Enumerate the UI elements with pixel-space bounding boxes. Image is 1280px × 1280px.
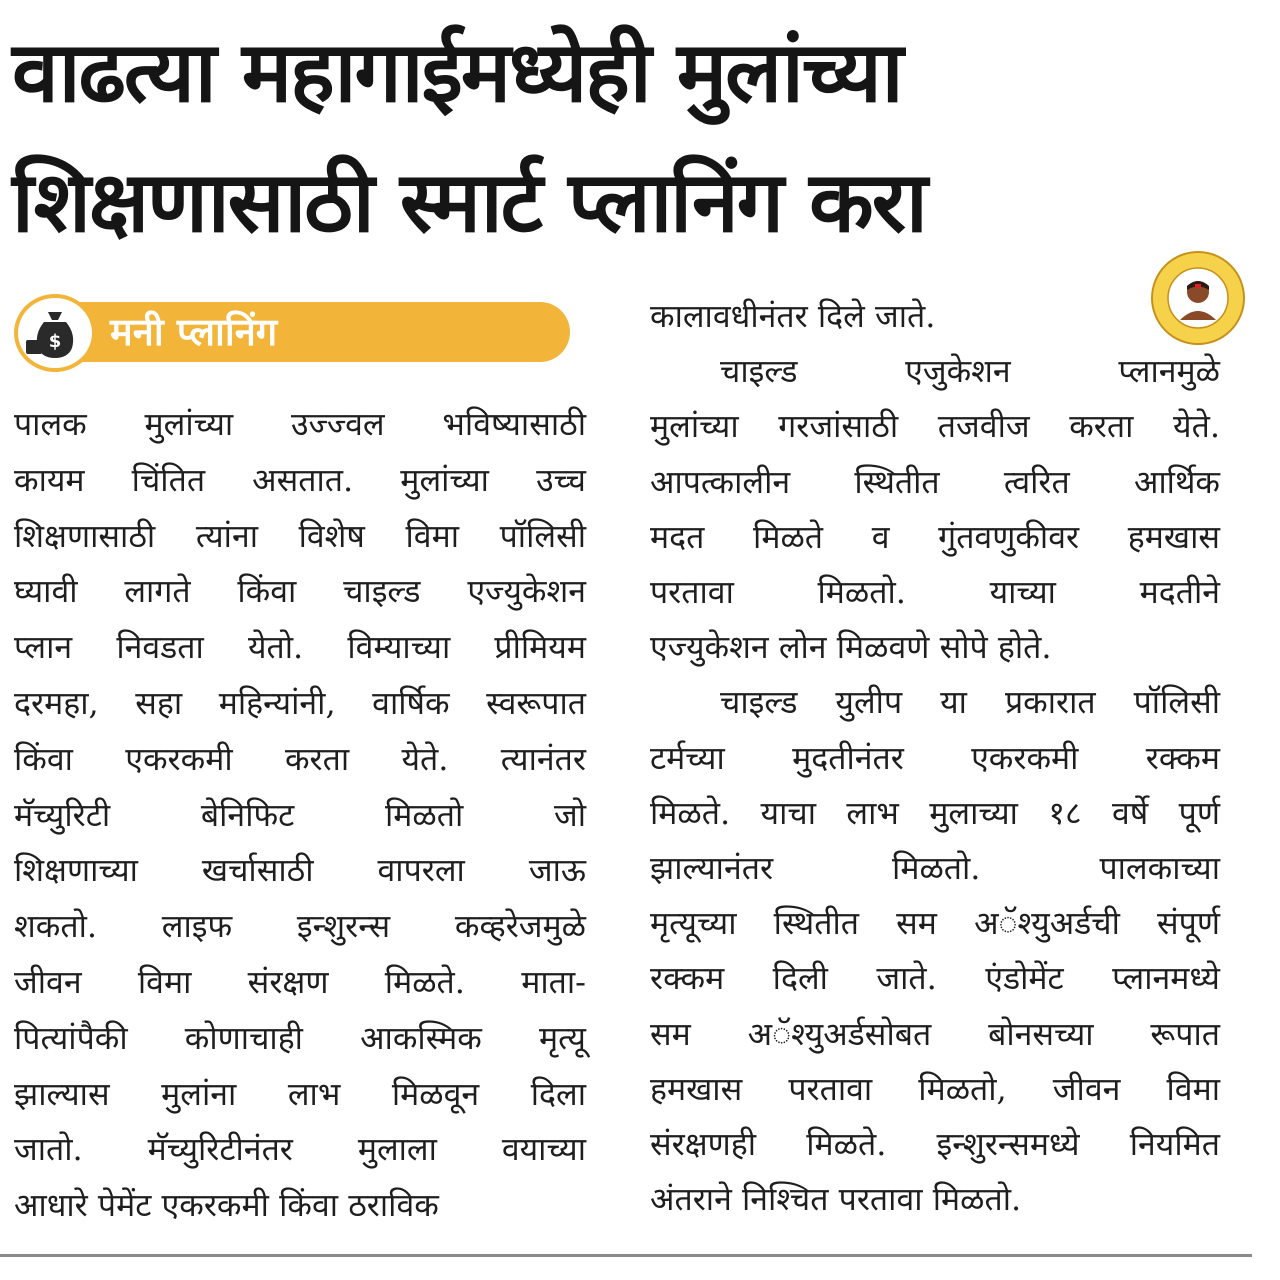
- article-line: मृत्यूच्या स्थितीत सम अॅश्युअर्डची संपूर्ण: [650, 904, 1220, 943]
- article-line: प्लान निवडता येतो. विम्याच्या प्रीमियम: [14, 628, 586, 667]
- article-line: दरमहा, सहा महिन्यांनी, वार्षिक स्वरूपात: [14, 684, 586, 722]
- article-line: सम अॅश्युअर्डसोबत बोनसच्या रूपात: [650, 1014, 1220, 1053]
- article-line: पित्यांपैकी कोणाचाही आकस्मिक मृत्यू: [14, 1018, 586, 1057]
- article-line: परतावा मिळतो. याच्या मदतीने: [650, 573, 1220, 611]
- article-line: मिळते. याचा लाभ मुलाच्या १८ वर्षे पूर्ण: [650, 793, 1220, 832]
- article-line: पालक मुलांच्या उज्ज्वल भविष्यासाठी: [14, 405, 586, 443]
- section-badge-circle: [14, 294, 96, 372]
- article-line: शिक्षणाच्या खर्चासाठी वापरला जाऊ: [14, 851, 586, 890]
- headline-line-2: शिक्षणासाठी स्मार्ट प्लानिंग करा: [12, 153, 926, 251]
- article-line: कायम चिंतित असतात. मुलांच्या उच्च: [14, 460, 586, 499]
- article-line: मुलांच्या गरजांसाठी तजवीज करता येते.: [650, 407, 1220, 446]
- article-line: झाल्यास मुलांना लाभ मिळवून दिला: [14, 1074, 586, 1113]
- author-stamp: [1150, 250, 1246, 346]
- article-line: हमखास परतावा मिळतो, जीवन विमा: [650, 1069, 1220, 1108]
- article-line: मॅच्युरिटी बेनिफिट मिळतो जो: [14, 795, 586, 834]
- article-line: किंवा एकरकमी करता येते. त्यानंतर: [14, 739, 586, 778]
- article-line: झाल्यानंतर मिळतो. पालकाच्या: [650, 849, 1220, 887]
- section-badge: [14, 294, 570, 372]
- article-line: जातो. मॅच्युरिटीनंतर मुलाला वयाच्या: [14, 1130, 586, 1169]
- article-line: मदत मिळते व गुंतवणुकीवर हमखास: [650, 517, 1220, 556]
- article-line: एज्युकेशन लोन मिळवणे सोपे होते.: [650, 628, 1052, 667]
- article-line: शिक्षणासाठी त्यांना विशेष विमा पॉलिसी: [14, 516, 586, 555]
- article-line: अंतराने निश्चित परतावा मिळतो.: [650, 1180, 1022, 1219]
- article-line: कालावधीनंतर दिले जाते.: [650, 297, 936, 335]
- svg-text:$: $: [48, 331, 62, 352]
- article-line: घ्यावी लागते किंवा चाइल्ड एज्युकेशन: [14, 572, 586, 611]
- article-line: रक्कम दिली जाते. एंडोमेंट प्लानमध्ये: [650, 959, 1220, 998]
- article-line: जीवन विमा संरक्षण मिळते. माता-: [14, 963, 586, 1001]
- money-bag-icon: [18, 298, 92, 368]
- bottom-rule: [0, 1254, 1252, 1257]
- author-stamp-seal-icon: [1150, 250, 1246, 346]
- article-line: आपत्कालीन स्थितीत त्वरित आर्थिक: [650, 462, 1220, 501]
- article-line: चाइल्ड एजुकेशन प्लानमुळे: [720, 352, 1220, 391]
- article-line: शकतो. लाइफ इन्शुरन्स कव्हरेजमुळे: [14, 907, 586, 946]
- article-line: आधारे पेमेंट एकरकमी किंवा ठराविक: [14, 1186, 439, 1225]
- headline-line-1: वाढत्या महागाईमध्येही मुलांच्या: [12, 23, 902, 121]
- article-line: चाइल्ड युलीप या प्रकारात पॉलिसी: [720, 683, 1220, 722]
- article-line: टर्मच्या मुदतीनंतर एकरकमी रक्कम: [650, 738, 1220, 777]
- article-line: संरक्षणही मिळते. इन्शुरन्समध्ये नियमित: [650, 1125, 1220, 1163]
- section-badge-label: मनी प्लानिंग: [110, 310, 278, 354]
